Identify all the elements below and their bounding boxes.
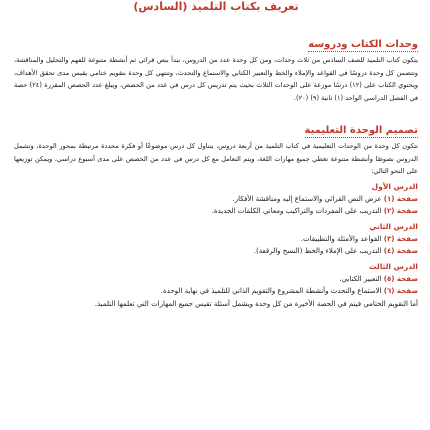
lesson-line: [14, 205, 418, 218]
lesson-line: [14, 245, 418, 258]
lesson-heading-2: الدرس الثاني: [369, 221, 418, 231]
lesson-line: [14, 285, 418, 298]
page-ref: صفحة (٦): [383, 287, 418, 295]
lesson-line: [14, 233, 418, 246]
page-ref: صفحة (١): [383, 194, 418, 203]
paragraph-units: يتكون كتاب التلميذ للصف السادس من ثلاث وحدات، ومن كل وحدة عدد من الدروس، تبدأ بنص قرائي ثم أنشطة متنوعة للفهم والتحليل والمناقشة، وتتضمن كل وحدة دروسًا في القواعد والإملاء والخط والتعبير الكتابي والاستماع والتحدث، وتنتهي كل وحدة بتقويم ختامي يقيس مدى تحقق الأهداف، ويحتوي الكتاب على (١٢) درسًا موزعة على الوحدات الثلاث بحيث يتم تدريس كل درس في عدد من الحصص، ويبلغ عدد الحصص المقررة (٢٤) حصة في الفصل الدراسي الواحد (١) ثانية (٩) (٢٠).: [14, 56, 418, 102]
lesson-line-text: القواعد والأمثلة والتطبيقات.: [300, 234, 382, 243]
lesson-line-text: التدريب على الإملاء والخط (النسخ والرقعة).: [253, 247, 382, 255]
lesson-line: [14, 273, 418, 286]
lesson-line: [14, 193, 418, 206]
page-ref: صفحة (٣): [383, 234, 418, 243]
page-title: تعريف بكتاب التلميذ (السادس): [133, 0, 299, 13]
section-heading-unit-design: تصميم الوحدة التعليمية: [304, 125, 418, 136]
lesson-line-text: عرض النص القرائي والاستماع إليه ومناقشة الأفكار.: [232, 194, 382, 203]
section-units: [14, 32, 418, 104]
page-ref: صفحة (٥): [383, 274, 418, 283]
closing-line: أما التقويم الختامي فيتم في الحصة الأخيرة من كل وحدة ويشمل أسئلة تقيس جميع المهارات التي تعلمها التلميذ.: [94, 299, 418, 308]
section-unit-design: [14, 118, 418, 310]
page-ref: صفحة (٢): [383, 207, 418, 215]
page-ref: صفحة (٤): [383, 247, 418, 255]
lesson-line-text: التدريب على المفردات والتراكيب ومعاني الكلمات الجديدة.: [211, 207, 382, 215]
lesson-heading-3: الدرس الثالث: [368, 261, 418, 271]
lesson-line-text: التعبير الكتابي.: [339, 274, 382, 283]
lesson-line-text: الاستماع والتحدث وأنشطة المشروع والتقويم الذاتي للتلميذ في نهاية الوحدة.: [160, 287, 382, 295]
section-heading-units: وحدات الكتاب ودروسه: [308, 39, 418, 50]
lesson-heading-1: الدرس الأول: [371, 181, 418, 191]
paragraph-unit-design: تتكون كل وحدة من الوحدات التعليمية في كتاب التلميذ من أربعة دروس، يتناول كل درس موضوعًا أو فكرة محددة مرتبطة بمحور الوحدة، وتشمل الدروس نصوصًا وأنشطة متنوعة تغطي جميع مهارات اللغة، ويتم التعامل مع كل درس في عدد من الحصص على مدى أسبوع دراسي، ويمكن توزيعها على النحو التالي:: [14, 142, 418, 175]
